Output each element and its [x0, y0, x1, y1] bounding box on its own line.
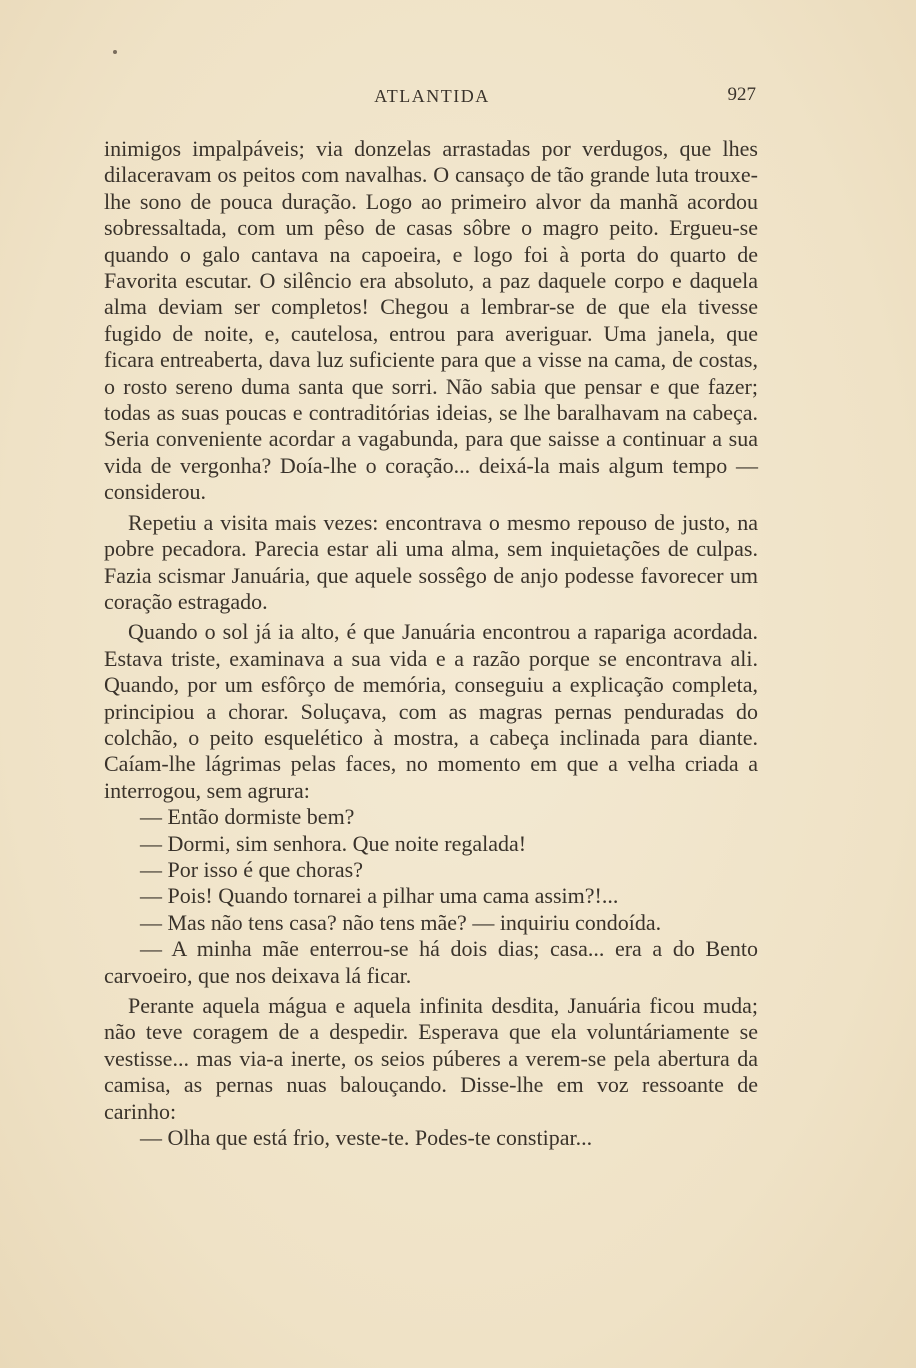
page-header: [104, 84, 760, 110]
ink-speck: [113, 50, 117, 54]
paragraph: Quando o sol já ia alto, é que Januária encontrou a rapariga acordada. Estava triste, examinava a sua vida e a razão porque se encontrava ali. Quando, por um esfôrço de memória, conseguiu a explicação completa, principiou a chorar. Soluçava, com as magras pernas penduradas do colchão, o peito esquelético à mostra, a cabeça inclinada para diante. Caíam-lhe lágrimas pelas faces, no momento em que a velha criada a interrogou, sem agrura:: [104, 619, 758, 803]
paragraph: inimigos impalpáveis; via donzelas arrastadas por verdugos, que lhes dilaceravam os peitos com navalhas. O cansaço de tão grande luta trouxe-lhe sono de pouca duração. Logo ao primeiro alvor da manhã acordou sobressaltada, com um pêso de casas sôbre o magro peito. Ergueu-se quando o galo cantava na capoeira, e logo foi à porta do quarto de Favorita escutar. O silêncio era absoluto, a paz daquele corpo e daquela alma deviam ser completos! Chegou a lembrar-se de que ela tivesse fugido de noite, e, cautelosa, entrou para averiguar. Uma janela, que ficara entreaberta, dava luz suficiente para que a visse na cama, de costas, o rosto sereno duma santa que sorri. Não sabia que pensar e que fazer; todas as suas poucas e contraditórias ideias, se lhe baralhavam na cabeça. Seria conveniente acordar a vagabunda, para que saisse a continuar a sua vida de vergonha? Doía-lhe o coração... deixá-la mais algum tempo — considerou.: [104, 136, 758, 505]
dialogue-line: — Então dormiste bem?: [140, 804, 355, 830]
paragraph: Perante aquela mágua e aquela infinita desdita, Januária ficou muda; não teve coragem de a despedir. Esperava que ela voluntáriamente se vestisse... mas via-a inerte, os seios púberes a verem-se pela abertura da camisa, as pernas nuas balouçando. Disse-lhe em voz ressoante de carinho:: [104, 993, 758, 1124]
dialogue-line: — Olha que está frio, veste-te. Podes-te constipar...: [140, 1125, 593, 1151]
dialogue-line: — A minha mãe enterrou-se há dois dias; casa... era a do Bento carvoeiro, que nos deixava lá ficar.: [104, 936, 758, 988]
running-title: ATLANTIDA: [374, 86, 490, 106]
dialogue-line: — Pois! Quando tornarei a pilhar uma cama assim?!...: [140, 883, 619, 909]
dialogue-line: — Por isso é que choras?: [140, 856, 364, 882]
paragraph: Repetiu a visita mais vezes: encontrava o mesmo repouso de justo, na pobre pecadora. Parecia estar ali uma alma, sem inquietações de culpas. Fazia scismar Januária, que aquele sossêgo de anjo podesse favorecer um coração estragado.: [104, 509, 758, 614]
dialogue-line: — Dormi, sim senhora. Que noite regalada!: [140, 830, 527, 856]
page-number: 927: [727, 84, 756, 105]
dialogue-line: — Mas não tens casa? não tens mãe? — inquiriu condoída.: [140, 909, 662, 935]
body-text: [104, 136, 758, 1151]
